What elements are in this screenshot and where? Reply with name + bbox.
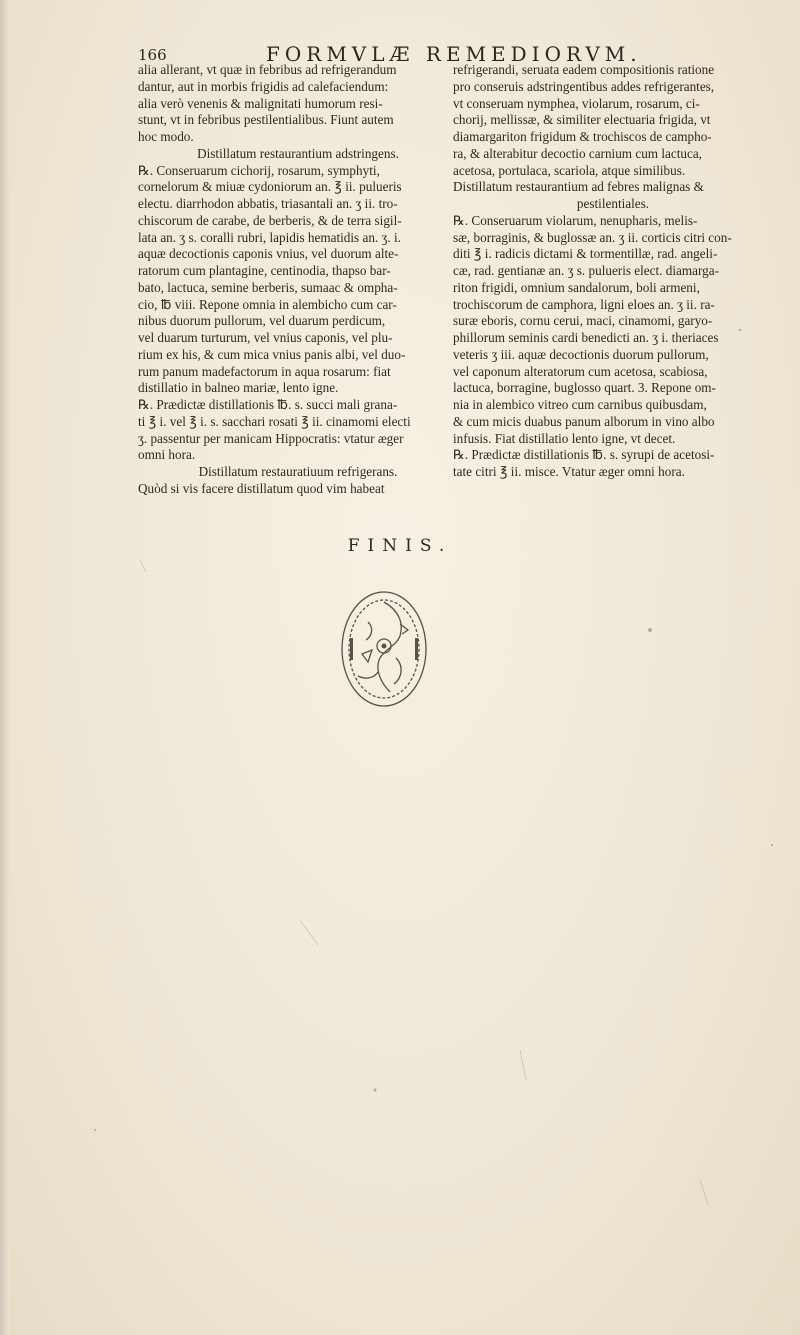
text-line: vel duarum turturum, vel vnius caponis, vel plu- bbox=[138, 330, 393, 345]
text-line: diamargariton frigidum & trochiscos de campho- bbox=[453, 129, 712, 144]
text-line: ratorum cum plantagine, centinodia, thapso bar- bbox=[138, 263, 391, 278]
text-line: cæ, rad. gentianæ an. ʒ s. pulueris elect. diamarga- bbox=[453, 263, 719, 278]
text-line: ℞. Prædictæ distillationis ℔. s. succi mali grana- bbox=[138, 397, 398, 412]
text-line: suræ eboris, cornu cerui, maci, cinamomi, garyo- bbox=[453, 313, 713, 329]
text-line: Quòd si vis facere distillatum quod vim habeat bbox=[138, 480, 385, 496]
text-line: cornelorum & miuæ cydoniorum an. ℥ ii. pulueris bbox=[138, 179, 402, 195]
text-line: ʒ. passentur per manicam Hippocratis: vtatur æger bbox=[138, 430, 404, 446]
text-line: acetosa, portulaca, scariola, atque similibus. bbox=[453, 162, 686, 178]
text-line: lata an. ʒ s. coralli rubri, lapidis hematidis an. ʒ. i. bbox=[138, 229, 401, 245]
text-line: nia in alembico vitreo cum carnibus quibusdam, bbox=[453, 397, 707, 412]
text-line: rium ex his, & cum mica vnius panis albi, vel duo- bbox=[138, 346, 406, 362]
text-line: rum panum madefactorum in aqua rosarum: fiat bbox=[138, 363, 391, 379]
text-line: & cum micis duabus panum alborum in vino albo bbox=[453, 413, 715, 429]
text-line: distillatio in balneo mariæ, lento igne. bbox=[138, 380, 339, 396]
page-number: 166 bbox=[138, 46, 167, 64]
text-line: ℞. Prædictæ distillationis ℔. s. syrupi de acetosi- bbox=[453, 447, 715, 463]
text-line: riton frigidi, omnium sandalorum, boli armeni, bbox=[453, 279, 700, 295]
text-line: dantur, aut in morbis frigidis ad calefaciendum: bbox=[138, 78, 389, 94]
text-line: hoc modo. bbox=[138, 129, 194, 144]
text-line: tate citri ℥ ii. misce. Vtatur æger omni hora. bbox=[453, 464, 685, 479]
text-line: nibus duorum pullorum, vel duarum perdicum, bbox=[138, 313, 386, 329]
text-line: Distillatum restauratiuum refrigerans. bbox=[198, 464, 398, 479]
text-line: trochiscorum de camphora, ligni eloes an. ʒ ii. ra- bbox=[453, 296, 715, 312]
text-line: alia verò venenis & malignitati humorum resi- bbox=[138, 95, 383, 111]
text-line: chiscorum de carabe, de berberis, & de terra sigil- bbox=[138, 212, 402, 228]
text-line: stunt, vt in febribus pestilentialibus. Fiunt autem bbox=[138, 112, 394, 128]
text-line: vt conseruam nymphea, violarum, rosarum, ci- bbox=[453, 95, 700, 111]
text-line: ℞. Conseruarum cichorij, rosarum, symphyti, bbox=[138, 162, 380, 178]
text-line: Distillatum restaurantium ad febres malignas & bbox=[453, 179, 704, 195]
finis-heading: FINIS. bbox=[347, 536, 453, 556]
text-line: electu. diarrhodon abbatis, triasantali an. ʒ ii. tro- bbox=[138, 196, 398, 211]
text-line: pro conseruis adstringentibus addes refrigerantes, bbox=[453, 78, 715, 94]
text-line: sæ, borraginis, & buglossæ an. ʒ ii. corticis citri con- bbox=[453, 229, 732, 245]
text-line: phillorum seminis cardi benedicti an. ʒ i. theriaces bbox=[453, 330, 719, 345]
text-line: pestilentiales. bbox=[576, 196, 650, 211]
text-line: aquæ decoctionis caponis vnius, vel duorum alte- bbox=[138, 246, 399, 262]
text-line: ti ℥ i. vel ℥ i. s. sacchari rosati ℥ ii. cinamomi electi bbox=[138, 413, 411, 429]
text-line: ℞. Conseruarum violarum, nenupharis, melis- bbox=[453, 212, 698, 228]
running-head: FORMVLÆ REMEDIORVM. bbox=[266, 42, 642, 66]
text-line: veteris ʒ iii. aquæ decoctionis duorum pullorum, bbox=[453, 346, 709, 362]
text-line: lactuca, borragine, buglosso quart. 3. Repone om- bbox=[453, 380, 716, 396]
text-line: Distillatum restaurantium adstringens. bbox=[197, 145, 399, 161]
text-line: diti ℥ i. radicis dictami & tormentillæ, rad. angeli- bbox=[453, 246, 718, 262]
text-line: infusis. Fiat distillatio lento igne, vt decet. bbox=[453, 430, 676, 446]
text-line: vel caponum alteratorum cum acetosa, scabiosa, bbox=[453, 363, 708, 379]
text-line: cio, ℔ viii. Repone omnia in alembicho cum car- bbox=[138, 296, 397, 312]
text-line: ra, & alterabitur decoctio carnium cum lactuca, bbox=[453, 145, 702, 161]
text-line: alia allerant, vt quæ in febribus ad refrigerandum bbox=[138, 62, 397, 77]
text-line: refrigerandi, seruata eadem compositionis ratione bbox=[453, 62, 715, 77]
text-line: chorij, mellissæ, & similiter electuaria frigida, vt bbox=[453, 112, 711, 128]
text-line: omni hora. bbox=[138, 447, 196, 463]
text-line: bato, lactuca, semine berberis, sumaac & ompha- bbox=[138, 279, 398, 295]
